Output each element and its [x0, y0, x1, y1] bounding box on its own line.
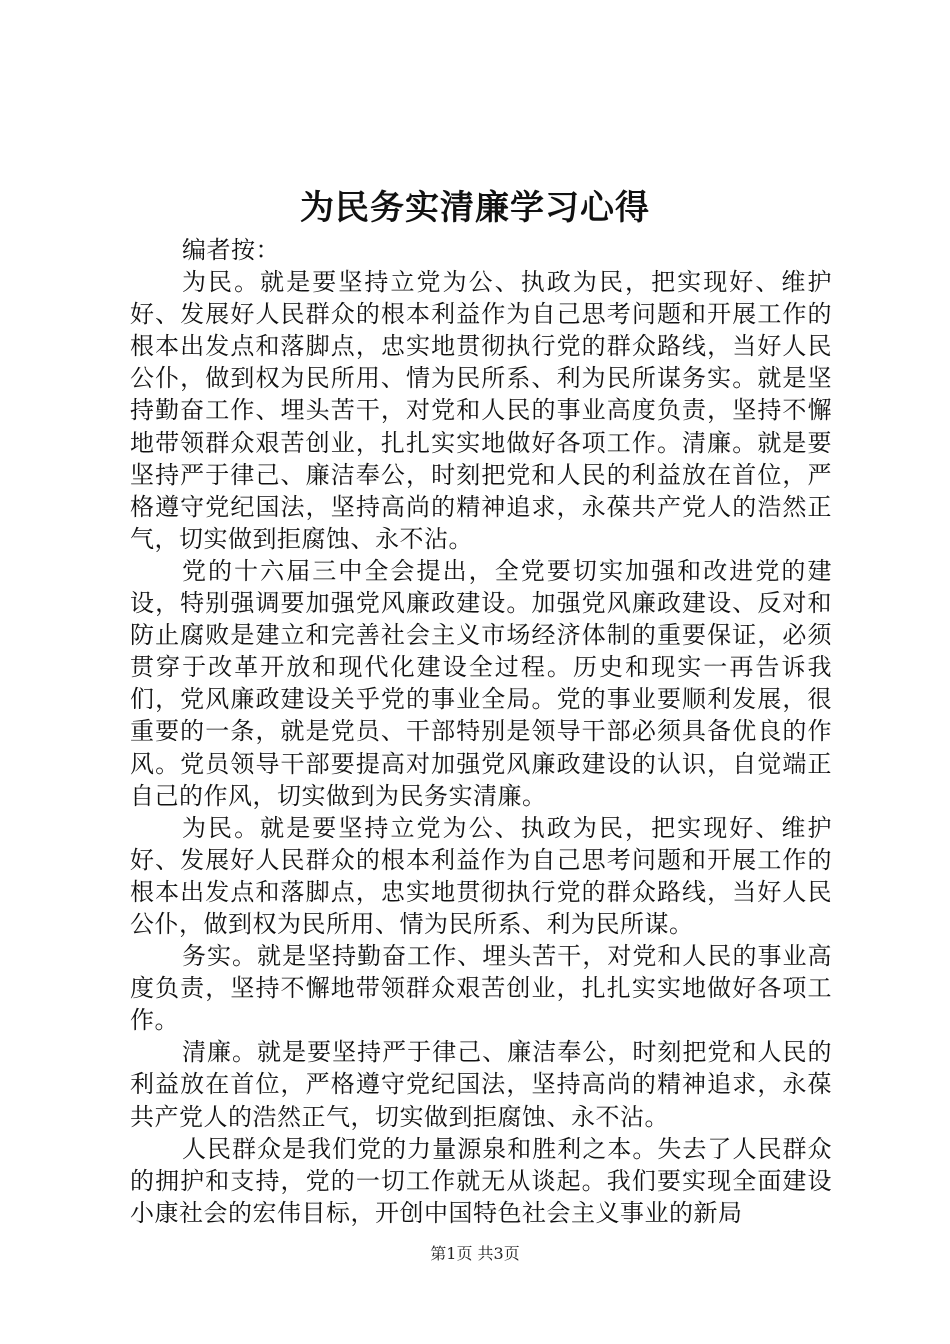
paragraph: 人民群众是我们党的力量源泉和胜利之本。失去了人民群众的拥护和支持，党的一切工作就无从谈起。我们要实现全面建设小康社会的宏伟目标，开创中国特色社会主义事业的新局	[130, 1134, 832, 1227]
paragraph: 党的十六届三中全会提出，全党要切实加强和改进党的建设，特别强调要加强党风廉政建设。加强党风廉政建设、反对和防止腐败是建立和完善社会主义市场经济体制的重要保证，必须贯穿于改革开放和现代化建设全过程。历史和现实一再告诉我们，党风廉政建设关乎党的事业全局。党的事业要顺利发展，很重要的一条，就是党员、干部特别是领导干部必须具备优良的作风。党员领导干部要提高对加强党风廉政建设的认识，自觉端正自己的作风，切实做到为民务实清廉。	[130, 556, 832, 810]
paragraph: 清廉。就是要坚持严于律己、廉洁奉公，时刻把党和人民的利益放在首位，严格遵守党纪国法，坚持高尚的精神追求，永葆共产党人的浩然正气，切实做到拒腐蚀、永不沾。	[130, 1038, 832, 1131]
editor-note-label: 编者按：	[182, 236, 280, 264]
paragraph: 务实。就是坚持勤奋工作、埋头苦干，对党和人民的事业高度负责，坚持不懈地带领群众艰苦创业，扎扎实实地做好各项工作。	[130, 942, 832, 1035]
paragraph: 为民。就是要坚持立党为公、执政为民，把实现好、维护好、发展好人民群众的根本利益作为自己思考问题和开展工作的根本出发点和落脚点，忠实地贯彻执行党的群众路线，当好人民公仆，做到权为民所用、情为民所系、利为民所谋。	[130, 813, 832, 938]
document-body	[130, 234, 832, 1229]
page-title: 为民务实清廉学习心得	[300, 188, 650, 228]
paragraph: 为民。就是要坚持立党为公、执政为民，把实现好、维护好、发展好人民群众的根本利益作为自己思考问题和开展工作的根本出发点和落脚点，忠实地贯彻执行党的群众路线，当好人民公仆，做到权为民所用、情为民所系、利为民所谋务实。就是坚持勤奋工作、埋头苦干，对党和人民的事业高度负责，坚持不懈地带领群众艰苦创业，扎扎实实地做好各项工作。清廉。就是要坚持严于律己、廉洁奉公，时刻把党和人民的利益放在首位，严格遵守党纪国法，坚持高尚的精神追求，永葆共产党人的浩然正气，切实做到拒腐蚀、永不沾。	[130, 268, 832, 553]
page-number-footer: 第1页 共3页	[430, 1244, 520, 1263]
